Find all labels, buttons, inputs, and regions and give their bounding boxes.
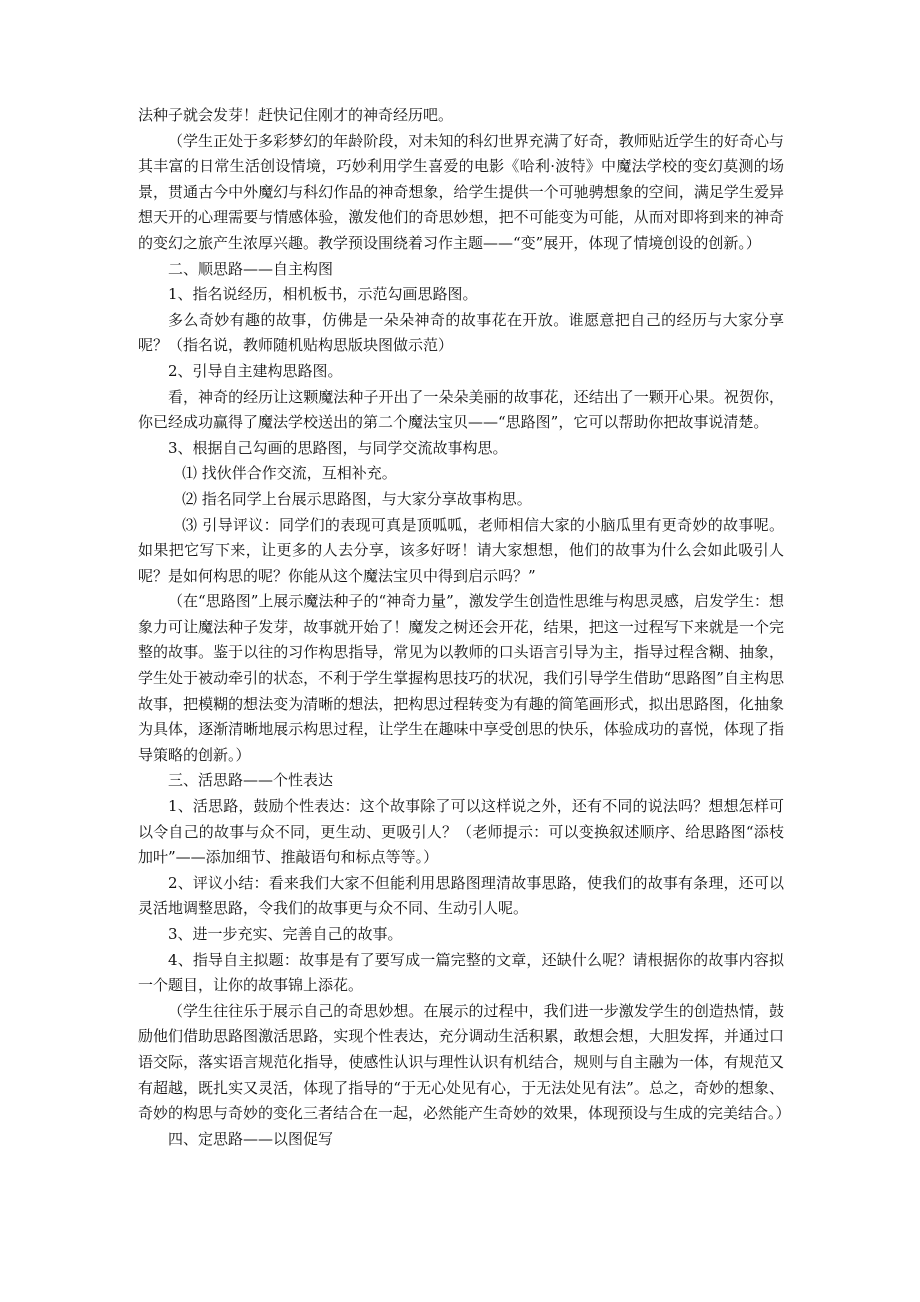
paragraph-opening: 法种子就会发芽！赶快记住刚才的神奇经历吧。 <box>138 106 454 124</box>
sub-item-2: ⑵ 指名同学上台展示思路图，与大家分享故事构思。 <box>182 489 532 508</box>
paragraph-commentary-1: （学生正处于多彩梦幻的年龄阶段，对未知的科幻世界充满了好奇，教师贴近学生的好奇心与其丰富的日常生活创设情境，巧妙利用学生喜爱的电影《哈利·波特》中魔法学校的变幻莫测的场景，贯通古今中外魔幻与科幻作品的神奇想象，给学生提供一个可驰骋想象的空间，满足学生爱异想天开的心理需要与情感体验，激发他们的奇思妙想，把不可能变为可能，从而对即将到来的神奇的变幻之旅产生浓厚兴趣。教学预设围绕着习作主题——“变”展开，体现了情境创设的创新。） <box>138 131 784 252</box>
step-3-1: 1、活思路，鼓励个性表达：这个故事除了可以这样说之外，还有不同的说法吗？想想怎样可以令自己的故事与众不同，更生动、更吸引人？（老师提示：可以变换叙述顺序、给思路图“添枝加叶”——添加细节、推敲语句和标点等等。） <box>138 797 784 867</box>
step-2-1: 1、指名说经历，相机板书，示范勾画思路图。 <box>168 285 478 304</box>
sub-item-1: ⑴ 找伙伴合作交流，互相补充。 <box>182 464 397 483</box>
section-heading-4: 四、定思路——以图促写 <box>168 1129 334 1148</box>
sub-item-3: ⑶ 引导评议：同学们的表现可真是顶呱呱，老师相信大家的小脑瓜里有更奇妙的故事呢。如果把它写下来，让更多的人去分享，该多好呀！请大家想想，他们的故事为什么会如此吸引人呢？是如何构思的呢？你能从这个魔法宝贝中得到启示吗？” <box>138 515 784 585</box>
step-3-3: 3、进一步充实、完善自己的故事。 <box>168 925 403 943</box>
step-2-3: 3、根据自己勾画的思路图，与同学交流故事构思。 <box>168 438 508 457</box>
section-heading-2: 二、顺思路——自主构图 <box>168 259 334 278</box>
step-2-2: 2、引导自主建构思路图。 <box>168 361 343 380</box>
step-3-4: 4、指导自主拟题：故事是有了要写成一篇完整的文章，还缺什么呢？请根据你的故事内容拟一个题目，让你的故事锦上添花。 <box>138 950 784 995</box>
paragraph-commentary-2: （在“思路图”上展示魔法种子的“神奇力量”，激发学生创造性思维与构思灵感，启发学生：想象力可让魔法种子发芽，故事就开始了！魔发之树还会开花，结果，把这一过程写下来就是一个完整的故事。鉴于以往的习作构思指导，常见为以教师的口头语言引导为主，指导过程含糊、抽象，学生处于被动牵引的状态，不利于学生掌握构思技巧的状况，我们引导学生借助“思路图”自主构思故事，把模糊的想法变为清晰的想法，把构思过程转变为有趣的简笔画形式，拟出思路图，化抽象为具体，逐渐清晰地展示构思过程，让学生在趣味中享受创思的快乐，体验成功的喜悦，体现了指导策略的创新。） <box>138 592 784 764</box>
step-3-2: 2、评议小结：看来我们大家不但能利用思路图理清故事思路，使我们的故事有条理，还可以灵活地调整思路，令我们的故事更与众不同、生动引人呢。 <box>138 873 784 918</box>
document-page <box>138 103 791 1152</box>
paragraph-commentary-3: （学生往往乐于展示自己的奇思妙想。在展示的过程中，我们进一步激发学生的创造热情，鼓励他们借助思路图激活思路，实现个性表达，充分调动生活积累，敢想会想，大胆发挥，并通过口语交际，落实语言规范化指导，使感性认识与理性认识有机结合，规则与自主融为一体，有规范又有超越，既扎实又灵活，体现了指导的“于无心处见有心，于无法处见有法”。总之，奇妙的想象、奇妙的构思与奇妙的变化三者结合在一起，必然能产生奇妙的效果，体现预设与生成的完美结合。） <box>138 1001 791 1123</box>
section-heading-3: 三、活思路——个性表达 <box>168 771 334 790</box>
paragraph-magic-seed: 看，神奇的经历让这颗魔法种子开出了一朵朵美丽的故事花，还结出了一颗开心果。祝贺你，你已经成功赢得了魔法学校送出的第二个魔法宝贝——“思路图”，它可以帮助你把故事说清楚。 <box>138 387 784 432</box>
paragraph-story-share: 多么奇妙有趣的故事，仿佛是一朵朵神奇的故事花在开放。谁愿意把自己的经历与大家分享呢？（指名说，教师随机贴构思版块图做示范） <box>138 310 784 355</box>
